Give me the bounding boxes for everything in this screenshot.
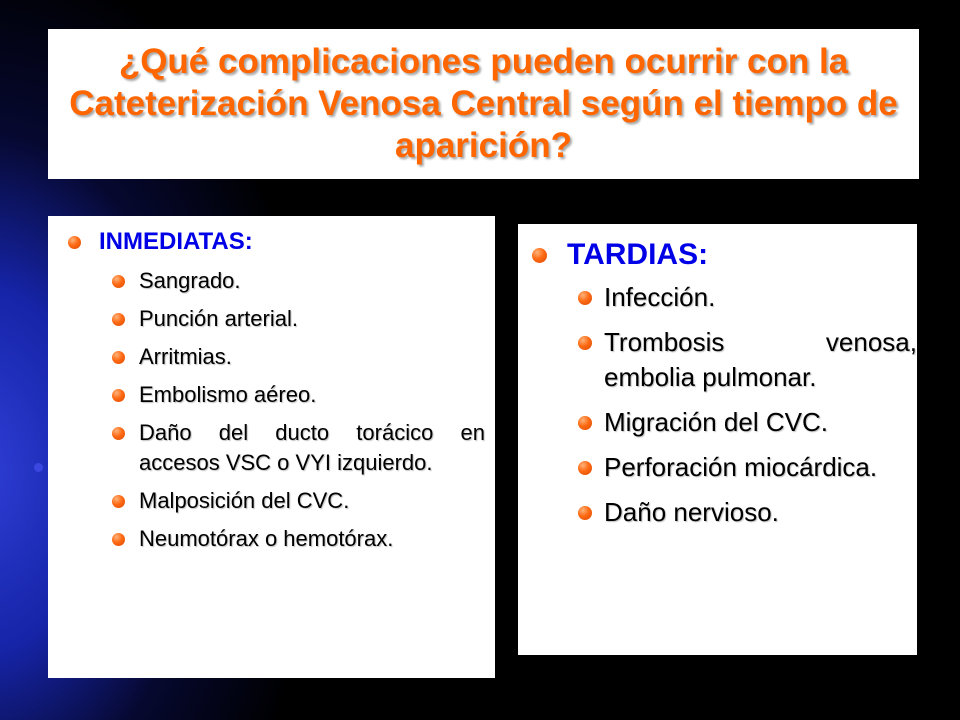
immediate-heading: INMEDIATAS: [99,228,253,255]
bullet-icon [578,461,592,475]
bullet-icon [112,275,125,288]
list-item-text: Arritmias. [139,344,232,369]
list-item [112,304,485,334]
late-heading-row [532,238,917,272]
list-item [578,405,917,440]
late-complications-panel [518,224,917,655]
bullet-icon [112,495,125,508]
slide-title: ¿Qué complicaciones pueden ocurrir con la Cateterización Venosa Central según el tiempo de aparición? [69,42,898,165]
bullet-icon [112,427,125,440]
late-list [532,280,917,530]
bullet-icon [532,248,547,263]
list-item [112,380,485,410]
list-item [112,342,485,372]
list-item [578,325,917,395]
list-item [112,524,485,554]
decorative-dot [34,463,43,472]
immediate-complications-panel [48,216,495,678]
bullet-icon [112,313,125,326]
bullet-icon [578,291,592,305]
immediate-heading-row [62,228,485,256]
bullet-icon [112,389,125,402]
title-box [48,29,919,179]
bullet-icon [578,336,592,350]
list-item-text: Punción arterial. [139,306,298,331]
bullet-icon [578,506,592,520]
list-item [578,450,917,485]
list-item-text: Neumotórax o hemotórax. [139,526,394,551]
list-item [112,418,485,478]
list-item [578,495,917,530]
list-item-text: Malposición del CVC. [139,488,350,513]
list-item-text: Perforación miocárdica. [604,452,878,482]
list-item-text: Migración del CVC. [604,407,828,437]
list-item [578,280,917,315]
immediate-list [62,266,485,554]
list-item-text: Daño nervioso. [604,497,779,527]
bullet-icon [68,236,81,249]
list-item [112,266,485,296]
list-item-text: Trombosis venosa, embolia pulmonar. [604,327,917,392]
late-heading: TARDIAS: [567,238,709,271]
list-item-text: Daño del ducto torácico en accesos VSC o VYI izquierdo. [139,420,485,475]
bullet-icon [112,351,125,364]
list-item-text: Infección. [604,282,716,312]
bullet-icon [578,416,592,430]
list-item-text: Sangrado. [139,268,241,293]
list-item [112,486,485,516]
list-item-text: Embolismo aéreo. [139,382,317,407]
bullet-icon [112,533,125,546]
